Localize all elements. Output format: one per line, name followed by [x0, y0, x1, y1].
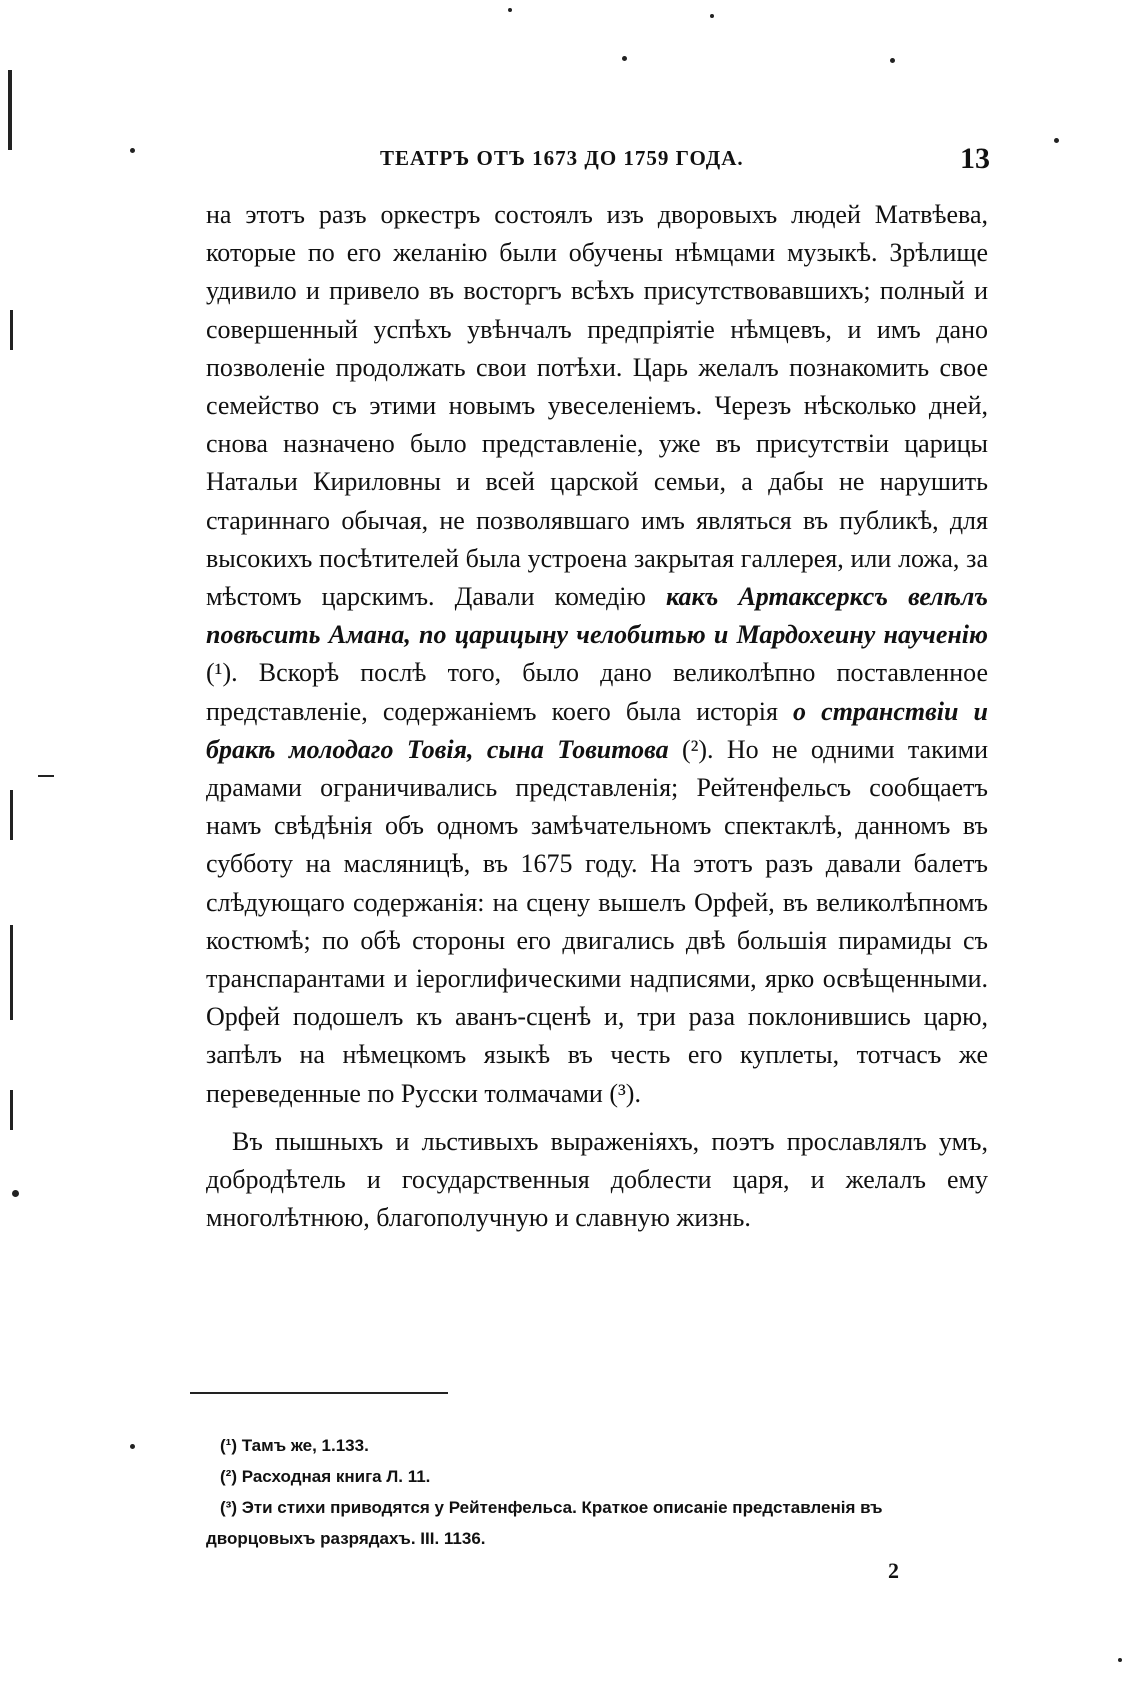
paragraph-2: Въ пышныхъ и льстивыхъ выраженіяхъ, поэтъ прославлялъ умъ, добродѣтель и государственныя доблести царя, и желалъ ему многолѣтнюю, благополучную и славную жизнь.: [206, 1126, 988, 1233]
scan-speck: [1118, 1658, 1122, 1662]
scan-speck: [130, 148, 135, 153]
running-head: ТЕАТРЪ ОТЪ 1673 ДО 1759 ГОДА.: [380, 146, 744, 170]
play-title-artaxerxes: какъ Артаксеркcъ велѣлъ повѣсить Амана, по царицыну челобитью и Мардохеину наученію: [206, 582, 988, 650]
footnote-3: (³) Эти стихи приводятся у Рейтенфельса. Краткое описаніе представленія въ дворцовыхъ разрядахъ. III. 1136.: [206, 1498, 883, 1548]
footnotes: [206, 1430, 988, 1554]
footnote-divider: [190, 1392, 448, 1394]
scan-edge-mark: [10, 790, 13, 840]
scan-speck: [508, 8, 512, 12]
scan-speck: [622, 56, 627, 61]
scan-speck: [1054, 138, 1059, 143]
scan-edge-mark: [8, 70, 12, 150]
signature-mark: 2: [888, 1558, 899, 1583]
scan-edge-mark: [10, 925, 13, 1020]
paragraph-1-part-2: (¹). Вскорѣ послѣ того, было дано великолѣпно поставленное представленіе, содержаніемъ коего была исторія: [206, 658, 988, 726]
scan-speck: [12, 1190, 19, 1197]
page-number: 13: [960, 142, 990, 175]
paragraph-1-part-3: (²). Но не одними такими драмами ограничивались представленія; Рейтенфельсъ сообщаетъ намъ свѣдѣнія объ одномъ замѣчательномъ спектаклѣ, данномъ въ субботу на масляницѣ, въ 1675 году. На этотъ разъ давали балетъ слѣдующаго содержанія: на сцену вышелъ Орфей, въ великолѣпномъ костюмѣ; по обѣ стороны его двигались двѣ большія пирамиды съ транспарантами и іероглифическими надписями, ярко освѣщенными. Орфей подошелъ къ аванъ-сценѣ и, три раза поклонившись царю, запѣлъ на нѣмецкомъ языкѣ въ честь его куплеты, тотчасъ же переведенные по Русски толмачами (³).: [206, 734, 988, 1108]
scan-speck: [710, 14, 714, 18]
paragraph-1-part-1: на этотъ разъ оркестръ состоялъ изъ дворовыхъ людей Матвѣева, которые по его желанію были обучены нѣмцами музыкѣ. Зрѣлище удивило и привело въ восторгъ всѣхъ присутствовавшихъ; полный и совершенный успѣхъ увѣнчалъ предпріятіе нѣмцевъ, и имъ дано позволеніе продолжать свои потѣхи. Царь желалъ познакомить свое семейство съ этими новымъ увеселеніемъ. Черезъ нѣсколько дней, снова назначено было представленіе, уже въ присутствіи царицы Натальи Кириловны и всей царской семьи, а дабы не нарушить стариннаго обычая, не позволявшаго имъ являться въ публикѣ, для высокихъ посѣтителей была устроена закрытая галлерея, или ложа, за мѣстомъ царскимъ. Давали комедію: [206, 200, 988, 612]
footnote-2: (²) Расходная книга Л. 11.: [220, 1467, 431, 1486]
scan-edge-mark: [10, 1090, 13, 1130]
scan-edge-mark: [38, 775, 54, 777]
page-header: [200, 142, 990, 182]
scan-edge-mark: [10, 310, 13, 350]
footnote-1: (¹) Тамъ же, 1.133.: [220, 1436, 369, 1455]
scan-speck: [130, 1444, 135, 1449]
scan-speck: [890, 58, 895, 63]
main-text: [206, 196, 988, 1237]
paragraph-1: [206, 196, 988, 1113]
play-title-tobias: о странствіи и бракѣ молодаго Товія, сына Товитова: [206, 696, 988, 764]
